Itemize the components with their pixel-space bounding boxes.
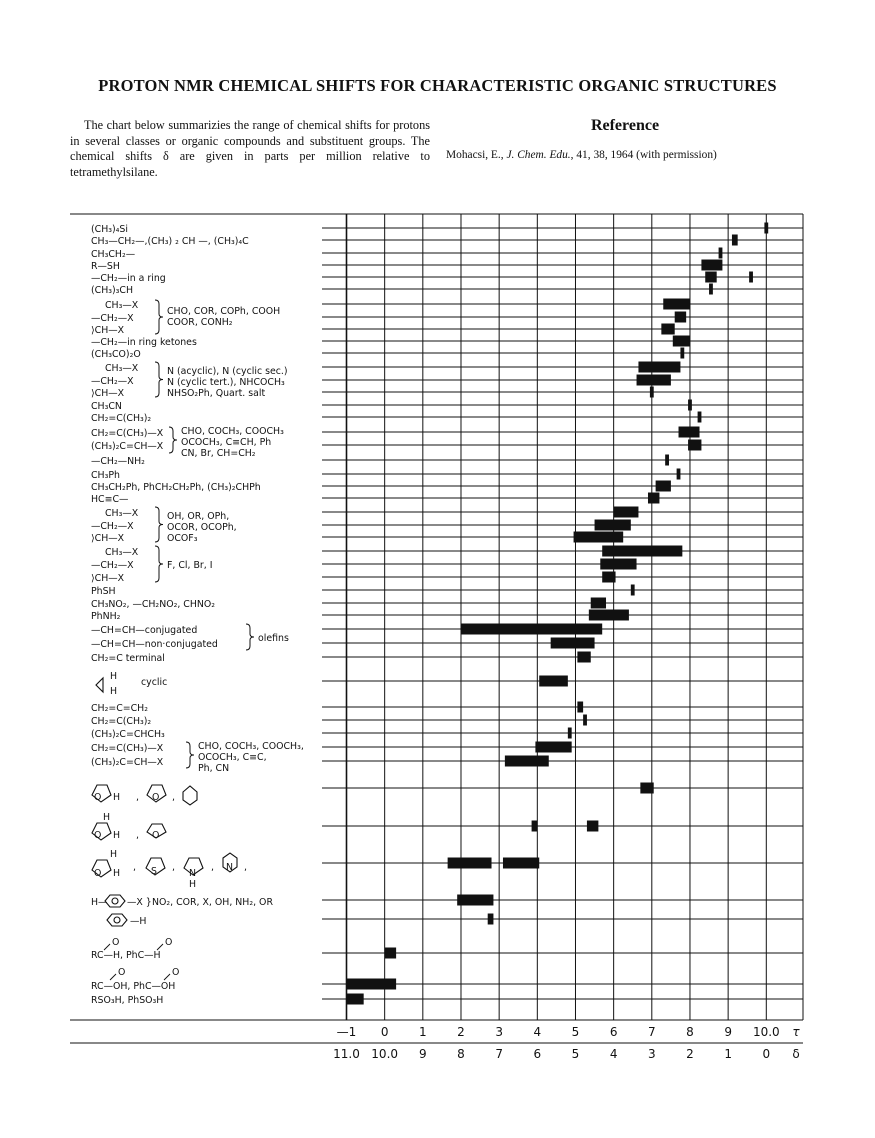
row-label: —CH₂—in ring ketones	[91, 337, 197, 348]
row-label: CH₃—X	[105, 547, 139, 558]
row-label: —CH₂—X	[91, 521, 134, 532]
shift-bar	[551, 638, 595, 649]
shift-bar	[673, 336, 690, 347]
tau-tick-label: 9	[724, 1025, 732, 1039]
shift-bar	[583, 715, 587, 726]
brace	[155, 507, 163, 542]
delta-tick-label: 8	[457, 1047, 465, 1061]
row-label: PhNH₂	[91, 611, 121, 622]
row-label: R—SH	[91, 261, 120, 272]
double-bond	[110, 974, 116, 980]
shift-bar	[574, 532, 624, 543]
shift-bar	[675, 312, 686, 323]
struct-h: H	[113, 830, 121, 841]
struct-comma: ,	[244, 862, 247, 873]
shift-bar	[705, 272, 716, 283]
row-label: CH₂=C(CH₃)—X	[91, 428, 164, 439]
struct-h: H	[113, 868, 121, 879]
shift-bar	[600, 559, 636, 570]
reference-details: , 41, 38, 1964 (with permission)	[570, 149, 717, 161]
row-label: RC—OH, PhC—OH	[91, 981, 176, 992]
row-label: ⟩CH—X	[91, 325, 125, 336]
brace-text: CHO, COCH₃, COOCH₃,	[198, 741, 304, 752]
brace-groups	[155, 300, 304, 774]
row-label: —CH₂—in a ring	[91, 273, 166, 284]
page-title: PROTON NMR CHEMICAL SHIFTS FOR CHARACTERISTIC ORGANIC STRUCTURES	[98, 76, 777, 95]
shift-bar	[665, 455, 669, 466]
brace-text: CHO, COCH₃, COOCH₃	[181, 426, 284, 437]
delta-tick-label: 6	[533, 1047, 542, 1061]
struct-n: N	[189, 868, 197, 879]
struct-comma: ,	[133, 862, 136, 873]
row-label: CH₃—X	[105, 363, 139, 374]
delta-tick-label: 2	[686, 1047, 694, 1061]
shift-bar	[568, 728, 572, 739]
struct-h: H—	[91, 897, 108, 908]
row-label: CH₃Ph	[91, 470, 120, 481]
delta-tick-label: 7	[495, 1047, 503, 1061]
struct-comma: ,	[172, 862, 175, 873]
struct-comma: ,	[136, 830, 139, 841]
struct-n: N	[226, 862, 234, 873]
row-label: (CH₃)₂C=CHCH₃	[91, 729, 165, 740]
brace-text: COOR, CONH₂	[167, 317, 233, 328]
row-label: CH₂=C terminal	[91, 653, 165, 664]
struct-comma: ,	[172, 792, 175, 803]
shift-bar	[648, 493, 659, 504]
brace-text: CHO, COR, COPh, COOH	[167, 306, 281, 317]
row-labels	[91, 224, 273, 1006]
tau-tick-label: 2	[457, 1025, 465, 1039]
brace	[155, 546, 163, 582]
tau-tick-label: 0	[380, 1025, 389, 1039]
brace-text: olefins	[258, 633, 289, 644]
benzene-ring-2	[107, 914, 127, 926]
struct-h: H	[103, 812, 111, 823]
row-label: —CH=CH—conjugated	[91, 625, 198, 636]
brace-text: OH, OR, OPh,	[167, 511, 230, 522]
struct-o: O	[94, 792, 102, 803]
row-label: CH₃CN	[91, 401, 122, 412]
brace-text: F, Cl, Br, I	[167, 560, 213, 571]
tau-tick-label: 6	[609, 1025, 618, 1039]
benzene-ring	[105, 895, 125, 907]
struct-h: H	[110, 671, 118, 682]
shift-bar	[532, 821, 538, 832]
row-label: (CH₃)₄Si	[91, 224, 128, 235]
delta-tick-label: 1	[724, 1047, 732, 1061]
row-label: cyclic	[141, 677, 168, 688]
shift-bar	[688, 400, 692, 411]
struct-o: O	[152, 792, 160, 803]
row-label: CH₂=C(CH₃)—X	[91, 743, 164, 754]
brace-text: OCOR, OCOPh,	[167, 522, 237, 533]
shift-bar	[677, 469, 681, 480]
shift-bar	[602, 572, 615, 583]
tau-tick-label: 1	[419, 1025, 427, 1039]
struct-s: S	[151, 866, 157, 877]
delta-tick-label: 10.0	[371, 1047, 399, 1061]
shift-bar	[457, 895, 493, 906]
struct-o: O	[94, 868, 102, 879]
shift-bar	[680, 348, 684, 359]
row-label: CH₃CH₂—	[91, 249, 136, 260]
brace	[155, 300, 163, 334]
shift-bar	[535, 742, 571, 753]
row-label: —CH=CH—non·conjugated	[91, 639, 218, 650]
delta-tick-label: 0	[762, 1047, 771, 1061]
struct-o: O	[152, 830, 160, 841]
shift-bar	[656, 481, 671, 492]
shift-bar	[719, 248, 723, 259]
tau-tick-label: 5	[571, 1025, 580, 1039]
intro-paragraph: The chart below summarizies the range of chemical shifts for protons in several classes or organic compounds and substituent groups. The chemical shifts δ are given in parts per million relative to tetramethylsilane.	[70, 118, 430, 179]
brace	[169, 427, 177, 453]
row-label: RC—H, PhC—H	[91, 950, 161, 961]
row-label: CH₃NO₂, —CH₂NO₂, CHNO₂	[91, 599, 216, 610]
row-label: RSO₃H, PhSO₃H	[91, 995, 164, 1006]
struct-comma: ,	[136, 792, 139, 803]
shift-bar	[461, 624, 602, 635]
dioxane-ring	[183, 786, 197, 805]
row-label: CH₃—X	[105, 508, 139, 519]
shift-bar	[448, 858, 492, 869]
delta-tick-label: 5	[571, 1047, 580, 1061]
brace	[186, 742, 194, 768]
struct-o: O	[165, 937, 173, 948]
shift-bar	[663, 299, 690, 310]
row-label: CH₂=C(CH₃)₂	[91, 716, 152, 727]
shift-bar	[587, 821, 598, 832]
row-label: HC≡C—	[91, 494, 129, 505]
row-label: CH₃CH₂Ph, PhCH₂CH₂Ph, (CH₃)₂CHPh	[91, 482, 261, 493]
tau-axis-label: τ	[792, 1025, 800, 1039]
shift-bar	[661, 324, 674, 335]
shift-bar	[688, 440, 701, 451]
shift-bar	[539, 676, 568, 687]
row-label: (CH₃)₂C=CH—X	[91, 441, 164, 452]
struct-comma: ,	[211, 862, 214, 873]
delta-axis-label: δ	[792, 1047, 800, 1061]
shift-bar	[577, 702, 583, 713]
struct-h: H	[113, 792, 121, 803]
struct-x: —X }	[127, 897, 152, 908]
row-label: PhSH	[91, 586, 116, 597]
shift-bar	[347, 979, 397, 990]
brace-text: Ph, CN	[198, 763, 230, 774]
shift-bar	[764, 223, 768, 234]
shift-bar	[631, 585, 635, 596]
benzene-circle	[112, 898, 118, 904]
shift-bar	[698, 412, 702, 423]
brace-text: OCOF₃	[167, 533, 198, 544]
shift-bar	[591, 598, 606, 609]
struct-o: O	[94, 830, 102, 841]
brace-text: NHSO₂Ph, Quart. salt	[167, 388, 266, 399]
row-label: (CH₃)₂C=CH—X	[91, 757, 164, 768]
shift-bar	[701, 260, 722, 271]
struct-o: O	[118, 967, 126, 978]
brace-text: N (acyclic), N (cyclic sec.)	[167, 366, 288, 377]
row-label: CH₂=C=CH₂	[91, 703, 148, 714]
shift-bar	[732, 235, 738, 246]
brace-text: CN, Br, CH=CH₂	[181, 448, 256, 459]
brace-text: OCOCH₃, C≡C,	[198, 752, 267, 763]
shift-bar	[602, 546, 682, 557]
delta-tick-label: 9	[419, 1047, 427, 1061]
shift-bar	[577, 652, 590, 663]
brace	[155, 362, 163, 397]
delta-tick-label: 11.0	[333, 1047, 360, 1061]
shift-bar	[503, 858, 539, 869]
row-label: NO₂, COR, X, OH, NH₂, OR	[152, 897, 273, 908]
shift-bar	[505, 756, 549, 767]
shift-bar	[640, 783, 653, 794]
tau-tick-label: 8	[686, 1025, 694, 1039]
shift-bar	[709, 284, 713, 295]
row-label: (CH₃CO)₂O	[91, 349, 141, 360]
row-label: —CH₂—X	[91, 560, 134, 571]
row-label: CH₃—CH₂—,(CH₃) ₂ CH —, (CH₃)₄C	[91, 236, 249, 247]
double-bond	[164, 974, 170, 980]
struct-h: H	[110, 686, 118, 697]
shift-bar	[589, 610, 629, 621]
chart-bars	[347, 223, 769, 1005]
shift-bar	[749, 272, 753, 283]
brace-text: OCOCH₃, C≡CH, Ph	[181, 437, 272, 448]
shift-bar	[638, 362, 680, 373]
brace-text: N (cyclic tert.), NHCOCH₃	[167, 377, 285, 388]
row-label: ⟩CH—X	[91, 533, 125, 544]
reference-author: Mohacsi, E.,	[446, 149, 507, 161]
row-label: —CH₂—NH₂	[91, 456, 145, 467]
tau-tick-label: 3	[495, 1025, 503, 1039]
tau-tick-label: 10.0	[752, 1025, 780, 1039]
struct-o: O	[112, 937, 120, 948]
reference-heading: Reference	[590, 117, 660, 134]
shift-bar	[347, 994, 364, 1005]
delta-tick-label: 4	[609, 1047, 618, 1061]
shift-bar	[488, 914, 494, 925]
tau-tick-label: 7	[647, 1025, 656, 1039]
benzene-circle-2	[114, 917, 120, 923]
delta-tick-label: 3	[647, 1047, 656, 1061]
shift-bar	[637, 375, 671, 386]
shift-bar	[385, 948, 396, 959]
shift-bar	[614, 507, 639, 518]
struct-h: H	[189, 879, 197, 890]
row-label: CH₃—X	[105, 300, 139, 311]
shift-bar	[650, 387, 654, 398]
row-label: —CH₂—X	[91, 313, 134, 324]
struct-h: —H	[130, 916, 147, 927]
shift-bar	[595, 520, 631, 531]
row-label: ⟩CH—X	[91, 573, 125, 584]
cycloalkene-ring	[96, 678, 103, 692]
reference-journal: J. Chem. Edu.	[506, 149, 571, 161]
tau-tick-label: —1	[336, 1025, 357, 1039]
row-label: CH₂=C(CH₃)₂	[91, 413, 152, 424]
struct-o: O	[172, 967, 180, 978]
shift-bar	[679, 427, 700, 438]
row-label: (CH₃)₃CH	[91, 285, 134, 296]
brace	[246, 624, 254, 650]
row-label: —CH₂—X	[91, 376, 134, 387]
row-label: ⟩CH—X	[91, 388, 125, 399]
tau-tick-label: 4	[533, 1025, 542, 1039]
struct-h: H	[110, 849, 118, 860]
chart-axis	[70, 1025, 803, 1061]
